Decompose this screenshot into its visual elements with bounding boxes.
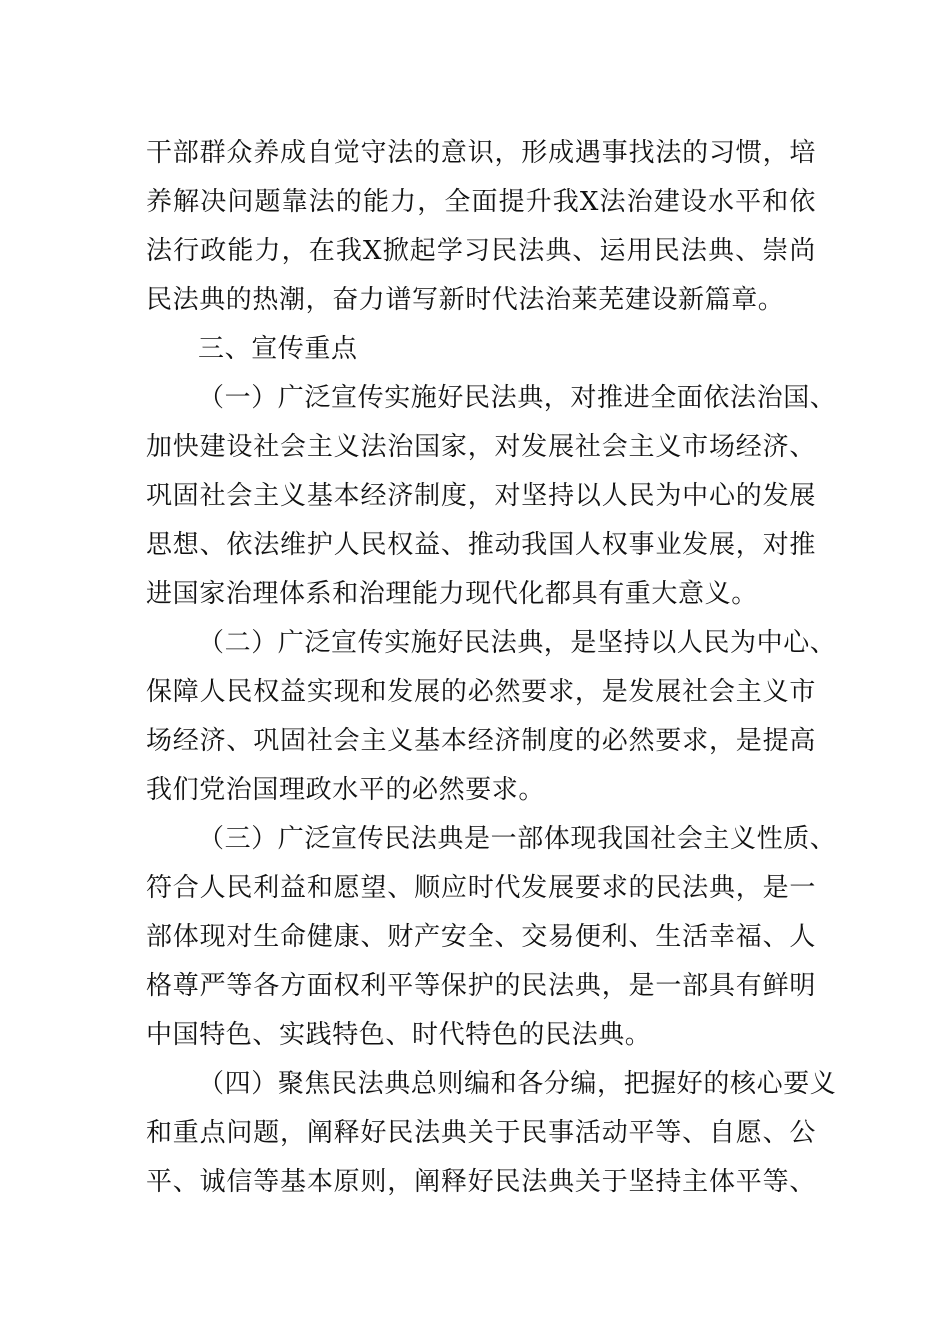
text-line: 民法典的热潮，奋力谱写新时代法治莱芜建设新篇章。 <box>146 285 785 315</box>
text-line: 干部群众养成自觉守法的意识，形成遇事找法的习惯，培 <box>146 138 816 168</box>
text-line: 保障人民权益实现和发展的必然要求，是发展社会主义市 <box>146 677 816 707</box>
text-line: 法行政能力，在我X掀起学习民法典、运用民法典、崇尚 <box>146 236 816 266</box>
text-line: 中国特色、实践特色、时代特色的民法典。 <box>146 1020 652 1050</box>
text-line: 符合人民利益和愿望、顺应时代发展要求的民法典，是一 <box>146 873 816 903</box>
text-line: 养解决问题靠法的能力，全面提升我X法治建设水平和依 <box>146 187 816 217</box>
text-line: 我们党治国理政水平的必然要求。 <box>146 775 546 805</box>
text-line: 加快建设社会主义法治国家，对发展社会主义市场经济、 <box>146 432 816 462</box>
section-heading: 三、宣传重点 <box>198 334 358 364</box>
text-line: 部体现对生命健康、财产安全、交易便利、生活幸福、人 <box>146 922 816 952</box>
text-line: 和重点问题，阐释好民法典关于民事活动平等、自愿、公 <box>146 1118 816 1148</box>
text-line: 思想、依法维护人民权益、推动我国人权事业发展，对推 <box>146 530 816 560</box>
text-line: 平、诚信等基本原则，阐释好民法典关于坚持主体平等、 <box>146 1167 816 1197</box>
paragraph-first-line: （二）广泛宣传实施好民法典，是坚持以人民为中心、 <box>198 628 837 658</box>
text-line: 格尊严等各方面权利平等保护的民法典，是一部具有鲜明 <box>146 971 816 1001</box>
paragraph-first-line: （四）聚焦民法典总则编和各分编，把握好的核心要义 <box>198 1069 837 1099</box>
paragraph-first-line: （三）广泛宣传民法典是一部体现我国社会主义性质、 <box>198 824 837 854</box>
text-line: 巩固社会主义基本经济制度，对坚持以人民为中心的发展 <box>146 481 816 511</box>
text-line: 进国家治理体系和治理能力现代化都具有重大意义。 <box>146 579 758 609</box>
paragraph-first-line: （一）广泛宣传实施好民法典，对推进全面依法治国、 <box>198 383 837 413</box>
text-line: 场经济、巩固社会主义基本经济制度的必然要求，是提高 <box>146 726 816 756</box>
